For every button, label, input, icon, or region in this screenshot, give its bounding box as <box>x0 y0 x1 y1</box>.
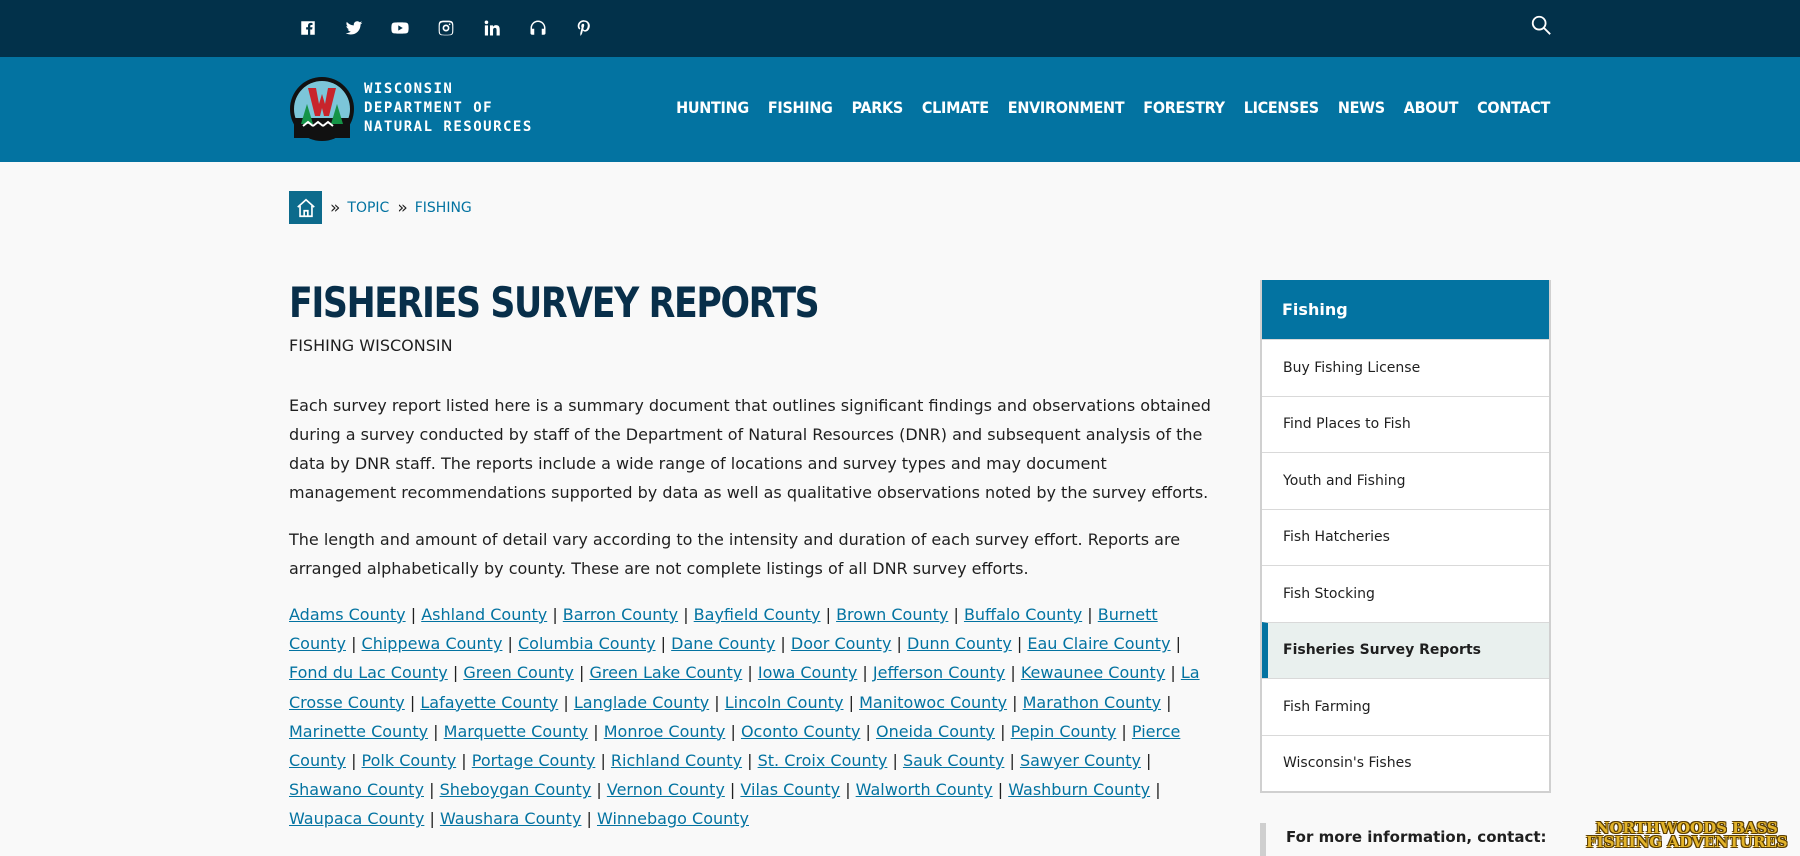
watermark-logo <box>1586 821 1788 849</box>
county-link[interactable]: Marinette County <box>289 721 429 741</box>
nav-contact[interactable]: CONTACT <box>1477 98 1550 117</box>
watermark-line: FISHING ADVENTURES <box>1586 833 1788 851</box>
nav-hunting[interactable]: HUNTING <box>676 98 749 117</box>
sidebar-item-find-places-to-fish[interactable]: Find Places to Fish <box>1262 396 1549 453</box>
county-link[interactable]: Oconto County <box>740 721 861 741</box>
podcast-icon[interactable] <box>526 16 550 40</box>
county-separator: | <box>591 780 607 800</box>
facebook-icon[interactable] <box>296 16 320 40</box>
contact-label: For more information, contact: <box>1286 828 1547 846</box>
county-separator: | <box>1082 605 1098 624</box>
site-header <box>0 57 1800 162</box>
county-separator: | <box>725 721 741 741</box>
agency-name[interactable] <box>364 80 533 137</box>
sidebar-item-buy-fishing-license[interactable]: Buy Fishing License <box>1262 339 1549 396</box>
nav-news[interactable]: NEWS <box>1337 98 1385 117</box>
agency-name-line: DEPARTMENT OF <box>364 100 494 116</box>
nav-climate[interactable]: CLIMATE <box>921 98 989 117</box>
county-link[interactable]: Marquette County <box>443 721 589 741</box>
county-link[interactable]: Adams County <box>289 605 406 624</box>
nav-parks[interactable]: PARKS <box>851 98 903 117</box>
sidebar-item-youth-and-fishing[interactable]: Youth and Fishing <box>1262 452 1549 509</box>
county-separator: | <box>1140 751 1152 771</box>
county-separator: | <box>843 692 860 712</box>
county-link[interactable]: Barron County <box>562 605 679 624</box>
county-link[interactable]: St. Croix County <box>757 751 888 771</box>
county-separator: | <box>1007 692 1023 712</box>
county-separator: | <box>588 721 604 741</box>
county-separator: | <box>424 809 440 829</box>
county-link[interactable]: Marathon County <box>1022 692 1162 712</box>
nav-fishing[interactable]: FISHING <box>767 98 833 117</box>
county-link[interactable]: Vernon County <box>606 780 725 800</box>
youtube-icon[interactable] <box>388 16 412 40</box>
county-separator: | <box>424 780 440 800</box>
county-separator: | <box>742 751 758 771</box>
breadcrumb <box>289 191 472 224</box>
county-link[interactable]: Jefferson County <box>872 663 1006 683</box>
dnr-logo[interactable] <box>289 76 355 142</box>
search-icon[interactable] <box>1530 14 1554 38</box>
county-separator: | <box>724 780 741 800</box>
county-link[interactable]: Chippewa County <box>361 634 503 654</box>
county-separator: | <box>502 634 518 654</box>
county-separator: | <box>840 780 856 800</box>
county-link[interactable]: Brown County <box>836 605 949 624</box>
county-link[interactable]: La Crosse County <box>289 663 1200 712</box>
county-link[interactable]: Lincoln County <box>724 692 844 712</box>
county-link[interactable]: Pepin County <box>1010 721 1117 741</box>
county-separator: | <box>1150 780 1161 800</box>
page-subtitle: FISHING WISCONSIN <box>289 336 453 355</box>
breadcrumb-topic[interactable]: TOPIC <box>347 199 390 216</box>
county-separator: | <box>775 634 791 654</box>
county-link[interactable]: Iowa County <box>757 663 858 683</box>
main-nav <box>676 98 1550 117</box>
county-link[interactable]: Fond du Lac County <box>289 663 448 683</box>
nav-about[interactable]: ABOUT <box>1403 98 1459 117</box>
county-separator: | <box>1004 751 1020 771</box>
contact-box <box>1260 823 1551 856</box>
county-separator: | <box>995 721 1011 741</box>
sidebar-item-fisheries-survey-reports[interactable]: Fisheries Survey Reports <box>1262 622 1549 679</box>
county-separator: | <box>948 605 964 624</box>
county-link[interactable]: Buffalo County <box>963 605 1083 624</box>
county-link[interactable]: Lafayette County <box>420 692 559 712</box>
county-separator: | <box>345 751 362 771</box>
county-separator: | <box>709 692 725 712</box>
county-link[interactable]: Dunn County <box>907 634 1012 654</box>
county-separator: | <box>558 692 574 712</box>
county-separator: | <box>581 809 597 829</box>
detail-paragraph: The length and amount of detail vary according to the intensity and duration of each survey effort. Reports are arranged alphabetically by county. These are not complete listings of all DNR survey efforts. <box>289 530 1181 578</box>
county-link[interactable]: Monroe County <box>603 721 726 741</box>
fishing-sidebar <box>1260 280 1551 793</box>
county-link[interactable]: Portage County <box>471 751 596 771</box>
county-link[interactable]: Ashland County <box>421 605 548 624</box>
county-separator: | <box>345 634 362 654</box>
county-separator: | <box>1165 663 1181 683</box>
watermark-line: NORTHWOODS BASS <box>1595 819 1778 837</box>
nav-licenses[interactable]: LICENSES <box>1243 98 1319 117</box>
agency-name-line: NATURAL RESOURCES <box>364 119 533 135</box>
county-links <box>289 600 1219 834</box>
sidebar-item-wisconsins-fishes[interactable]: Wisconsin's Fishes <box>1262 735 1549 792</box>
county-link[interactable]: Shawano County <box>289 780 424 800</box>
county-link[interactable]: Walworth County <box>855 780 993 800</box>
social-links <box>296 16 596 40</box>
county-link[interactable]: Washburn County <box>1008 780 1151 800</box>
county-separator: | <box>1170 634 1182 654</box>
breadcrumb-separator: » <box>330 197 341 218</box>
county-link[interactable]: Sawyer County <box>1019 751 1141 771</box>
county-separator: | <box>857 663 873 683</box>
sidebar-item-fish-stocking[interactable]: Fish Stocking <box>1262 565 1549 622</box>
county-link[interactable]: Green Lake County <box>589 663 743 683</box>
home-icon[interactable] <box>289 191 322 224</box>
county-separator: | <box>456 751 472 771</box>
county-link[interactable]: Sauk County <box>902 751 1005 771</box>
county-link[interactable]: Richland County <box>610 751 743 771</box>
sidebar-item-fish-farming[interactable]: Fish Farming <box>1262 678 1549 735</box>
county-separator: | <box>655 634 672 654</box>
county-link[interactable]: Oneida County <box>875 721 996 741</box>
nav-environment[interactable]: ENVIRONMENT <box>1007 98 1125 117</box>
agency-name-line: WISCONSIN <box>364 81 454 97</box>
county-separator: | <box>1116 721 1132 741</box>
sidebar-title[interactable]: Fishing <box>1262 280 1549 339</box>
page-title: FISHERIES SURVEY REPORTS <box>289 278 819 327</box>
county-link[interactable]: Bayfield County <box>693 605 821 624</box>
county-separator: | <box>547 605 563 624</box>
county-link[interactable]: Waupaca County <box>289 809 425 829</box>
county-link[interactable]: Burnett County <box>289 605 1158 654</box>
county-link[interactable]: Langlade County <box>573 692 710 712</box>
top-utility-bar <box>0 0 1800 57</box>
county-separator: | <box>1005 663 1021 683</box>
breadcrumb-separator: » <box>397 197 408 218</box>
county-link[interactable]: Green County <box>463 663 574 683</box>
instagram-icon[interactable] <box>434 16 458 40</box>
county-separator: | <box>404 692 421 712</box>
county-link[interactable]: Dane County <box>671 634 776 654</box>
county-link[interactable]: Pierce County <box>289 721 1181 771</box>
county-separator: | <box>447 663 464 683</box>
county-link[interactable]: Eau Claire County <box>1027 634 1171 654</box>
county-separator: | <box>887 751 903 771</box>
county-separator: | <box>742 663 758 683</box>
county-link[interactable]: Door County <box>790 634 892 654</box>
intro-paragraph: Each survey report listed here is a summary document that outlines significant findings and observations obtained during a survey conducted by staff of the Department of Natural Resources (DNR) and subsequent analysis of the data by DNR staff. The reports include a wide range of locations and survey types and may document management recommendations supported by data as well as qualitative observations noted by the survey efforts. <box>289 396 1211 502</box>
county-separator: | <box>678 605 694 624</box>
nav-forestry[interactable]: FORESTRY <box>1143 98 1225 117</box>
sidebar-item-fish-hatcheries[interactable]: Fish Hatcheries <box>1262 509 1549 566</box>
county-link[interactable]: Manitowoc County <box>859 692 1008 712</box>
county-link[interactable]: Vilas County <box>740 780 841 800</box>
county-link[interactable]: Sheboygan County <box>439 780 592 800</box>
county-separator: | <box>573 663 590 683</box>
county-link[interactable]: Columbia County <box>517 634 656 654</box>
county-separator: | <box>1161 692 1172 712</box>
pinterest-icon[interactable] <box>572 16 596 40</box>
county-separator: | <box>428 721 444 741</box>
linkedin-icon[interactable] <box>480 16 504 40</box>
county-separator: | <box>405 605 422 624</box>
breadcrumb-fishing[interactable]: FISHING <box>414 199 472 216</box>
county-link[interactable]: Kewaunee County <box>1020 663 1166 683</box>
county-separator: | <box>595 751 611 771</box>
county-separator: | <box>860 721 876 741</box>
county-separator: | <box>820 605 837 624</box>
twitter-icon[interactable] <box>342 16 366 40</box>
county-link[interactable]: Winnebago County <box>596 809 749 829</box>
county-separator: | <box>1011 634 1028 654</box>
county-separator: | <box>992 780 1009 800</box>
county-link[interactable]: Polk County <box>361 751 457 771</box>
county-link[interactable]: Waushara County <box>439 809 582 829</box>
county-separator: | <box>891 634 908 654</box>
